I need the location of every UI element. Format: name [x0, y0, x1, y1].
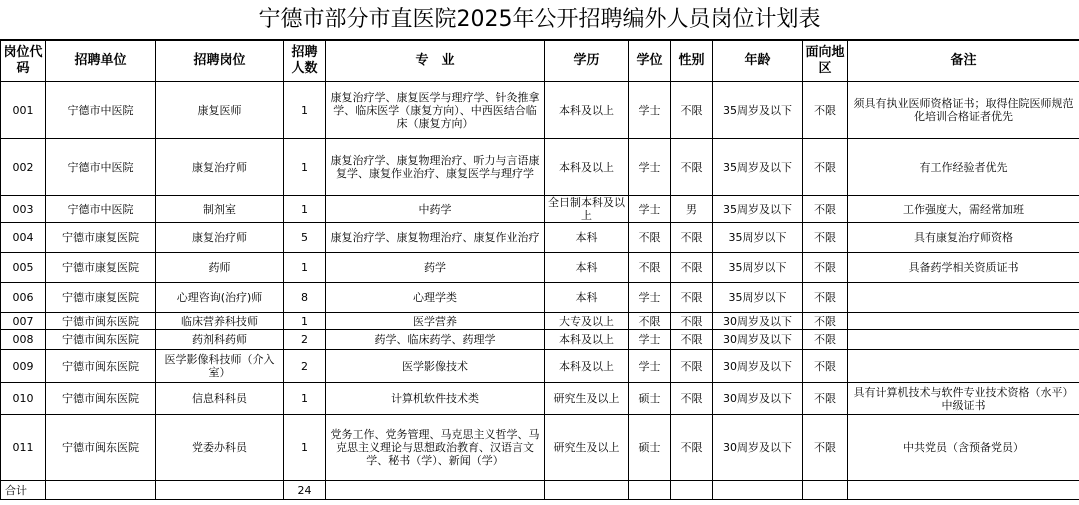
cell-gender: 不限 [671, 82, 713, 139]
table-row [1, 139, 1079, 196]
cell-unit: 宁德市中医院 [46, 196, 156, 223]
cell-unit: 宁德市闽东医院 [46, 350, 156, 383]
header-row [1, 41, 1079, 82]
header-degree: 学位 [629, 41, 671, 82]
header-count: 招聘人数 [284, 41, 326, 82]
empty-cell [629, 481, 671, 500]
header-gender: 性别 [671, 41, 713, 82]
table-row [1, 415, 1079, 481]
cell-code: 011 [1, 415, 46, 481]
empty-cell [713, 481, 803, 500]
cell-code: 005 [1, 253, 46, 283]
cell-unit: 宁德市闽东医院 [46, 313, 156, 330]
cell-unit: 宁德市中医院 [46, 139, 156, 196]
header-unit: 招聘单位 [46, 41, 156, 82]
cell-gender: 不限 [671, 415, 713, 481]
cell-age: 35周岁以下 [713, 283, 803, 313]
cell-major: 心理学类 [326, 283, 545, 313]
cell-age: 30周岁及以下 [713, 313, 803, 330]
cell-age: 30周岁及以下 [713, 415, 803, 481]
cell-edu: 本科 [545, 253, 629, 283]
cell-edu: 研究生及以上 [545, 383, 629, 415]
cell-edu: 研究生及以上 [545, 415, 629, 481]
table-row [1, 283, 1079, 313]
cell-area: 不限 [803, 350, 848, 383]
cell-major: 计算机软件技术类 [326, 383, 545, 415]
cell-gender: 不限 [671, 283, 713, 313]
recruitment-table [0, 40, 1079, 500]
cell-unit: 宁德市闽东医院 [46, 415, 156, 481]
cell-edu: 本科 [545, 283, 629, 313]
cell-unit: 宁德市闽东医院 [46, 383, 156, 415]
cell-post: 心理咨询(治疗)师 [156, 283, 284, 313]
cell-gender: 不限 [671, 350, 713, 383]
cell-degree: 学士 [629, 350, 671, 383]
cell-code: 003 [1, 196, 46, 223]
cell-count: 1 [284, 415, 326, 481]
cell-edu: 本科及以上 [545, 330, 629, 350]
cell-age: 35周岁以下 [713, 223, 803, 253]
cell-edu: 全日制本科及以上 [545, 196, 629, 223]
cell-post: 康复治疗师 [156, 223, 284, 253]
cell-age: 35周岁及以下 [713, 139, 803, 196]
cell-edu: 本科及以上 [545, 350, 629, 383]
cell-code: 009 [1, 350, 46, 383]
cell-note: 具备药学相关资质证书 [848, 253, 1079, 283]
cell-degree: 学士 [629, 196, 671, 223]
cell-post: 党委办科员 [156, 415, 284, 481]
cell-degree: 硕士 [629, 383, 671, 415]
cell-edu: 本科 [545, 223, 629, 253]
cell-gender: 不限 [671, 330, 713, 350]
cell-post: 药师 [156, 253, 284, 283]
cell-degree: 学士 [629, 283, 671, 313]
cell-post: 康复治疗师 [156, 139, 284, 196]
table-row [1, 350, 1079, 383]
cell-code: 008 [1, 330, 46, 350]
cell-degree: 不限 [629, 253, 671, 283]
cell-count: 1 [284, 313, 326, 330]
table-row [1, 383, 1079, 415]
cell-code: 004 [1, 223, 46, 253]
cell-note: 中共党员（含预备党员） [848, 415, 1079, 481]
cell-age: 35周岁以下 [713, 253, 803, 283]
cell-unit: 宁德市康复医院 [46, 223, 156, 253]
cell-area: 不限 [803, 223, 848, 253]
total-row [1, 481, 1079, 500]
cell-count: 5 [284, 223, 326, 253]
header-code: 岗位代码 [1, 41, 46, 82]
cell-count: 1 [284, 383, 326, 415]
cell-note: 具有计算机技术与软件专业技术资格（水平）中级证书 [848, 383, 1079, 415]
header-age: 年龄 [713, 41, 803, 82]
cell-note: 工作强度大，需经常加班 [848, 196, 1079, 223]
cell-area: 不限 [803, 139, 848, 196]
cell-age: 35周岁及以下 [713, 82, 803, 139]
header-area: 面向地区 [803, 41, 848, 82]
cell-unit: 宁德市闽东医院 [46, 330, 156, 350]
cell-post: 临床营养科技师 [156, 313, 284, 330]
cell-area: 不限 [803, 82, 848, 139]
cell-gender: 不限 [671, 313, 713, 330]
cell-degree: 学士 [629, 82, 671, 139]
total-count: 24 [284, 481, 326, 500]
cell-degree: 硕士 [629, 415, 671, 481]
cell-count: 1 [284, 196, 326, 223]
header-note: 备注 [848, 41, 1079, 82]
total-label: 合计 [1, 481, 46, 500]
cell-degree: 不限 [629, 223, 671, 253]
empty-cell [671, 481, 713, 500]
cell-note: 有工作经验者优先 [848, 139, 1079, 196]
empty-cell [848, 481, 1079, 500]
cell-post: 康复医师 [156, 82, 284, 139]
cell-count: 2 [284, 350, 326, 383]
cell-major: 医学影像技术 [326, 350, 545, 383]
header-edu: 学历 [545, 41, 629, 82]
cell-area: 不限 [803, 383, 848, 415]
cell-gender: 不限 [671, 253, 713, 283]
cell-area: 不限 [803, 283, 848, 313]
header-major: 专 业 [326, 41, 545, 82]
empty-cell [156, 481, 284, 500]
cell-note [848, 313, 1079, 330]
cell-post: 药剂科药师 [156, 330, 284, 350]
cell-major: 药学 [326, 253, 545, 283]
table-row [1, 223, 1079, 253]
cell-unit: 宁德市康复医院 [46, 283, 156, 313]
cell-major: 党务工作、党务管理、马克思主义哲学、马克思主义理论与思想政治教育、汉语言文学、秘书（学）、新闻（学） [326, 415, 545, 481]
cell-major: 康复治疗学、康复物理治疗、康复作业治疗 [326, 223, 545, 253]
cell-note [848, 283, 1079, 313]
cell-note [848, 350, 1079, 383]
cell-note: 须具有执业医师资格证书；取得住院医师规范化培训合格证者优先 [848, 82, 1079, 139]
table-row [1, 313, 1079, 330]
cell-area: 不限 [803, 313, 848, 330]
empty-cell [46, 481, 156, 500]
table-row [1, 82, 1079, 139]
cell-major: 药学、临床药学、药理学 [326, 330, 545, 350]
cell-degree: 学士 [629, 139, 671, 196]
cell-code: 001 [1, 82, 46, 139]
cell-code: 010 [1, 383, 46, 415]
cell-code: 002 [1, 139, 46, 196]
cell-unit: 宁德市康复医院 [46, 253, 156, 283]
table-row [1, 330, 1079, 350]
cell-area: 不限 [803, 415, 848, 481]
cell-area: 不限 [803, 196, 848, 223]
cell-code: 007 [1, 313, 46, 330]
cell-degree: 学士 [629, 330, 671, 350]
cell-edu: 本科及以上 [545, 139, 629, 196]
cell-area: 不限 [803, 330, 848, 350]
page-title: 宁德市部分市直医院2025年公开招聘编外人员岗位计划表 [0, 0, 1079, 40]
empty-cell [803, 481, 848, 500]
cell-count: 1 [284, 82, 326, 139]
cell-note: 具有康复治疗师资格 [848, 223, 1079, 253]
cell-count: 8 [284, 283, 326, 313]
empty-cell [545, 481, 629, 500]
cell-age: 30周岁及以下 [713, 383, 803, 415]
cell-post: 信息科科员 [156, 383, 284, 415]
cell-major: 医学营养 [326, 313, 545, 330]
header-post: 招聘岗位 [156, 41, 284, 82]
cell-age: 30周岁及以下 [713, 350, 803, 383]
cell-unit: 宁德市中医院 [46, 82, 156, 139]
cell-count: 2 [284, 330, 326, 350]
cell-gender: 不限 [671, 383, 713, 415]
cell-age: 30周岁及以下 [713, 330, 803, 350]
empty-cell [326, 481, 545, 500]
cell-area: 不限 [803, 253, 848, 283]
cell-count: 1 [284, 139, 326, 196]
cell-post: 医学影像科技师（介入室） [156, 350, 284, 383]
cell-gender: 不限 [671, 223, 713, 253]
cell-major: 康复治疗学、康复医学与理疗学、针灸推拿学、临床医学（康复方向）、中西医结合临床（康复方向） [326, 82, 545, 139]
cell-count: 1 [284, 253, 326, 283]
table-row [1, 253, 1079, 283]
cell-major: 中药学 [326, 196, 545, 223]
cell-gender: 男 [671, 196, 713, 223]
cell-edu: 本科及以上 [545, 82, 629, 139]
cell-post: 制剂室 [156, 196, 284, 223]
cell-code: 006 [1, 283, 46, 313]
cell-age: 35周岁及以下 [713, 196, 803, 223]
cell-degree: 不限 [629, 313, 671, 330]
cell-note [848, 330, 1079, 350]
table-row [1, 196, 1079, 223]
cell-gender: 不限 [671, 139, 713, 196]
cell-edu: 大专及以上 [545, 313, 629, 330]
cell-major: 康复治疗学、康复物理治疗、听力与言语康复学、康复作业治疗、康复医学与理疗学 [326, 139, 545, 196]
